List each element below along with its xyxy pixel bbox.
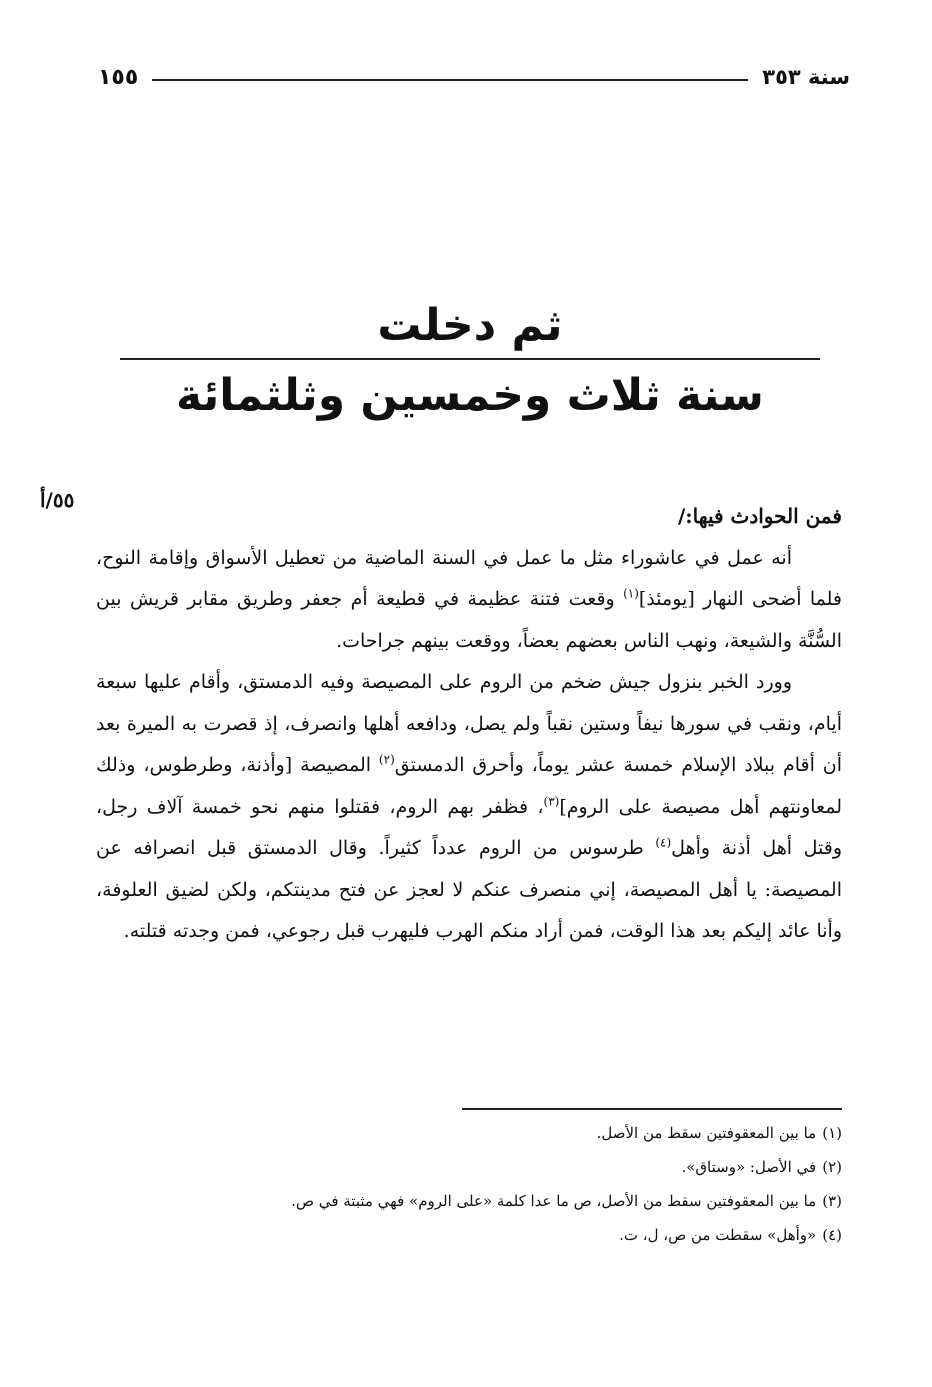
paragraph-2-text-a: وورد الخبر بنزول جيش ضخم من الروم على المصيصة وفيه الدمستق، وأقام عليها سبعة أيام، ونقب في سورها نيفاً وستين نقباً ولم يصل، ودافعه أهلها وانصرف، إذ قصرت به الميرة بعد أن أقام ببلاد الإسلام خمسة عشر يوماً، وأحرق الدمستق [96,671,842,776]
body-text [96,496,842,953]
paragraph-2 [96,662,842,953]
footnote-ref-1: (١) [623,586,639,601]
footnote-text: في الأصل: «وستاق». [681,1158,817,1176]
paragraph-2-text-c: ، فظفر بهم الروم، فقتلوا منهم نحو خمسة آلاف رجل، وقتل أهل أذنة وأهل [96,795,843,859]
chapter-title-rule [120,358,820,360]
page-number: ١٥٥ [98,64,139,90]
footnote-number: (٢) [822,1158,842,1176]
chapter-title-line2: سنة ثلاث وخمسين وثلثمائة [176,370,764,421]
running-header [98,60,850,94]
footnote-3 [180,1184,842,1218]
chapter-heading [120,298,820,426]
footnote-4 [180,1218,842,1252]
paragraph-2-text-b: المصيصة [وأذنة، وطرطوس، وذلك لمعاونتهم أهل مصيصة على الروم] [96,754,842,818]
footnote-text: «وأهل» سقطت من ص، ل، ت. [619,1226,817,1244]
footnote-2 [180,1150,842,1184]
manuscript-folio-mark: ٥٥/أ [40,488,75,512]
footnote-number: (٤) [822,1226,842,1244]
footnote-text: ما بين المعقوفتين سقط من الأصل. [596,1124,817,1142]
footnote-rule [462,1108,842,1110]
paragraph-2-text-d: طرسوس من الروم عدداً كثيراً. وقال الدمستق قبل انصرافه عن المصيصة: يا أهل المصيصة، إني منصرف عنكم لا لعجز عن فتح مدينتكم، ولكن لضيق العلوفة، وأنا عائد إليكم بعد هذا الوقت، فمن أراد منكم الهرب فليهرب قبل رجوعي، فمن وجدته قتلته. [96,837,842,942]
footnote-number: (٣) [822,1192,842,1210]
footnote-ref-3: (٣) [543,794,560,809]
paragraph-1-text-a: أنه عمل في عاشوراء مثل ما عمل في السنة الماضية من تعطيل الأسواق وإقامة النوح، فلما أضحى النهار [يومئذ] [96,546,842,610]
footnote-number: (١) [822,1124,842,1142]
chapter-title-line1: ثم دخلت [377,300,563,351]
footnote-ref-4: (٤) [655,835,672,850]
paragraph-1 [96,538,842,663]
footnotes [180,1116,842,1252]
running-header-year: سنة ٣٥٣ [762,65,850,89]
footnote-text: ما بين المعقوفتين سقط من الأصل، ص ما عدا كلمة «على الروم» فهي مثبتة في ص. [291,1192,817,1210]
paragraph-1-text-b: وقعت فتنة عظيمة في قطيعة أم جعفر وطريق مقابر قريش بين السُّنَّة والشيعة، ونهب الناس بعضهم بعضاً، ووقعت بينهم جراحات. [96,588,842,652]
running-header-rule [152,79,748,81]
section-lead: فمن الحوادث فيها:/ [677,504,842,528]
footnote-1 [180,1116,842,1150]
footnote-ref-2: (٢) [378,752,395,767]
